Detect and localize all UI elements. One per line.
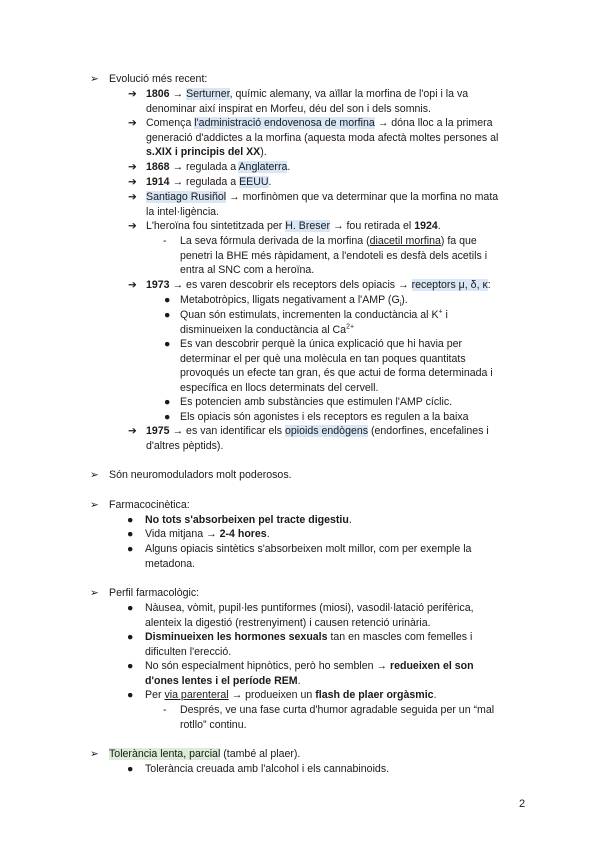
arrowhead-bullet-icon: ➢ [90,73,99,85]
sub-item-despres: Després, ve una fase curta d'humor agradable seguida per un “mal rotllo” continu. [180,704,495,731]
dot-bullet-icon: ● [127,514,134,526]
list-item-1914: 1914 → regulada a EEUU. [146,176,272,188]
dot-bullet-icon: ● [127,689,134,701]
dot-bullet-icon: ● [127,660,134,672]
dot-bullet-icon: ● [127,763,134,775]
list-item-absorcio: No tots s'absorbeixen pel tracte digestiu. [145,514,352,526]
dot-bullet-icon: ● [127,602,134,614]
section-neuromoduladors: Són neuromoduladors molt poderosos. [109,469,292,481]
arrowhead-bullet-icon: ➢ [90,469,99,481]
dash-bullet: - [163,704,167,716]
dot-bullet-icon: ● [164,411,171,423]
arrow-bullet-icon: ➔ [128,191,137,203]
dot-bullet-icon: ● [164,396,171,408]
dot-bullet-icon: ● [164,309,171,321]
dot-bullet-icon: ● [127,528,134,540]
dot-bullet-icon: ● [164,338,171,350]
section-heading: Evolució més recent: [109,73,208,85]
list-item-vida-mitjana: Vida mitjana → 2-4 hores. [145,528,270,540]
dot-bullet-icon: ● [127,631,134,643]
list-item-1806: 1806 → Serturner, químic alemany, va aïllar la morfina de l'opi i la va denominar així inspirat en Morfeu, déu del son i dels somnis. [146,88,469,115]
page-number: 2 [519,798,526,810]
list-item-rusinol: Santiago Rusiñol → morfinòmen que va determinar que la morfina no mata la intel·ligència. [146,191,499,218]
list-item-efectes: Nàusea, vòmit, pupil·les puntiformes (miosi), vasodil·latació perifèrica, alenteix la digestió (restrenyiment) i causen retenció urinària. [145,602,474,629]
list-item-administracio: Comença l'administració endovenosa de morfina → dóna lloc a la primera generació d'addictes a la morfina (aquesta moda afectà moltes persones al s.XIX i principis del XX). [146,117,499,159]
sub-item-potencien: Es potencien amb substàncies que estimulen l'AMP cíclic. [180,396,453,408]
sub-item-metabotropics: Metabotròpics, lligats negativament a l'AMP $(G_i)$. [180,294,408,309]
list-item-1868: 1868 → regulada a Anglaterra. [146,161,291,173]
arrow-bullet-icon: ➔ [128,117,137,129]
sub-item-conductancia: Quan són estimulats, incrementen la conductància al K+ i disminueixen la conductància al $Ca^{2+}$ [180,308,448,336]
arrow-bullet-icon: ➔ [128,176,137,188]
section-heading: Farmacocinètica: [109,499,190,511]
sub-item-formula: La seva fórmula derivada de la morfina (diacetil morfina) fa que penetri la BHE més ràpidament, a l'endoteli es desfà dels acetils i entra al SNC com a heroïna. [180,235,488,277]
dot-bullet-icon: ● [127,543,134,555]
section-tolerancia: Tolerància lenta, parcial (també al plaer). [109,748,301,760]
list-item-parenteral: Per via parenteral → produeixen un flash de plaer orgàsmic. [145,689,437,701]
arrow-bullet-icon: ➔ [128,220,137,232]
list-item-tolerancia-creuada: Tolerància creuada amb l'alcohol i els cannabinoids. [145,763,390,775]
arrowhead-bullet-icon: ➢ [90,587,99,599]
section-heading: Perfil farmacològic: [109,587,200,599]
dash-bullet: - [163,235,167,247]
list-item-1973: 1973 → es varen descobrir els receptors dels opiacis → receptors μ, δ, κ: [146,279,491,291]
list-item-1975: 1975 → es van identificar els opioids endògens (endorfines, encefalines i d'altres pèptids). [146,425,489,452]
arrow-bullet-icon: ➔ [128,88,137,100]
list-item-metadona: Alguns opiacis sintètics s'absorbeixen molt millor, com per exemple la metadona. [145,543,472,570]
arrowhead-bullet-icon: ➢ [90,748,99,760]
list-item-hipnotics: No són especialment hipnòtics, però ho semblen → redueixen el son d'ones lentes i el període REM. [145,660,474,687]
dot-bullet-icon: ● [164,294,171,306]
list-item-heroina: L'heroïna fou sintetitzada per H. Breser → fou retirada el 1924. [146,220,441,232]
sub-item-agonistes: Els opiacis són agonistes i els receptors es regulen a la baixa [180,411,469,423]
arrowhead-bullet-icon: ➢ [90,499,99,511]
arrow-bullet-icon: ➔ [128,425,137,437]
sub-item-descobriment: Es van descobrir perquè la única explicació que hi havia per determinar el per què una molècula en tan poques quantitats provoqués un efecte tan gran, és que actui de forma determinada i específica en llocs determinats del cervell. [180,338,493,394]
arrow-bullet-icon: ➔ [128,279,137,291]
list-item-hormones: Disminueixen les hormones sexuals tan en mascles com femelles i dificulten l'erecció. [145,631,473,658]
arrow-bullet-icon: ➔ [128,161,137,173]
